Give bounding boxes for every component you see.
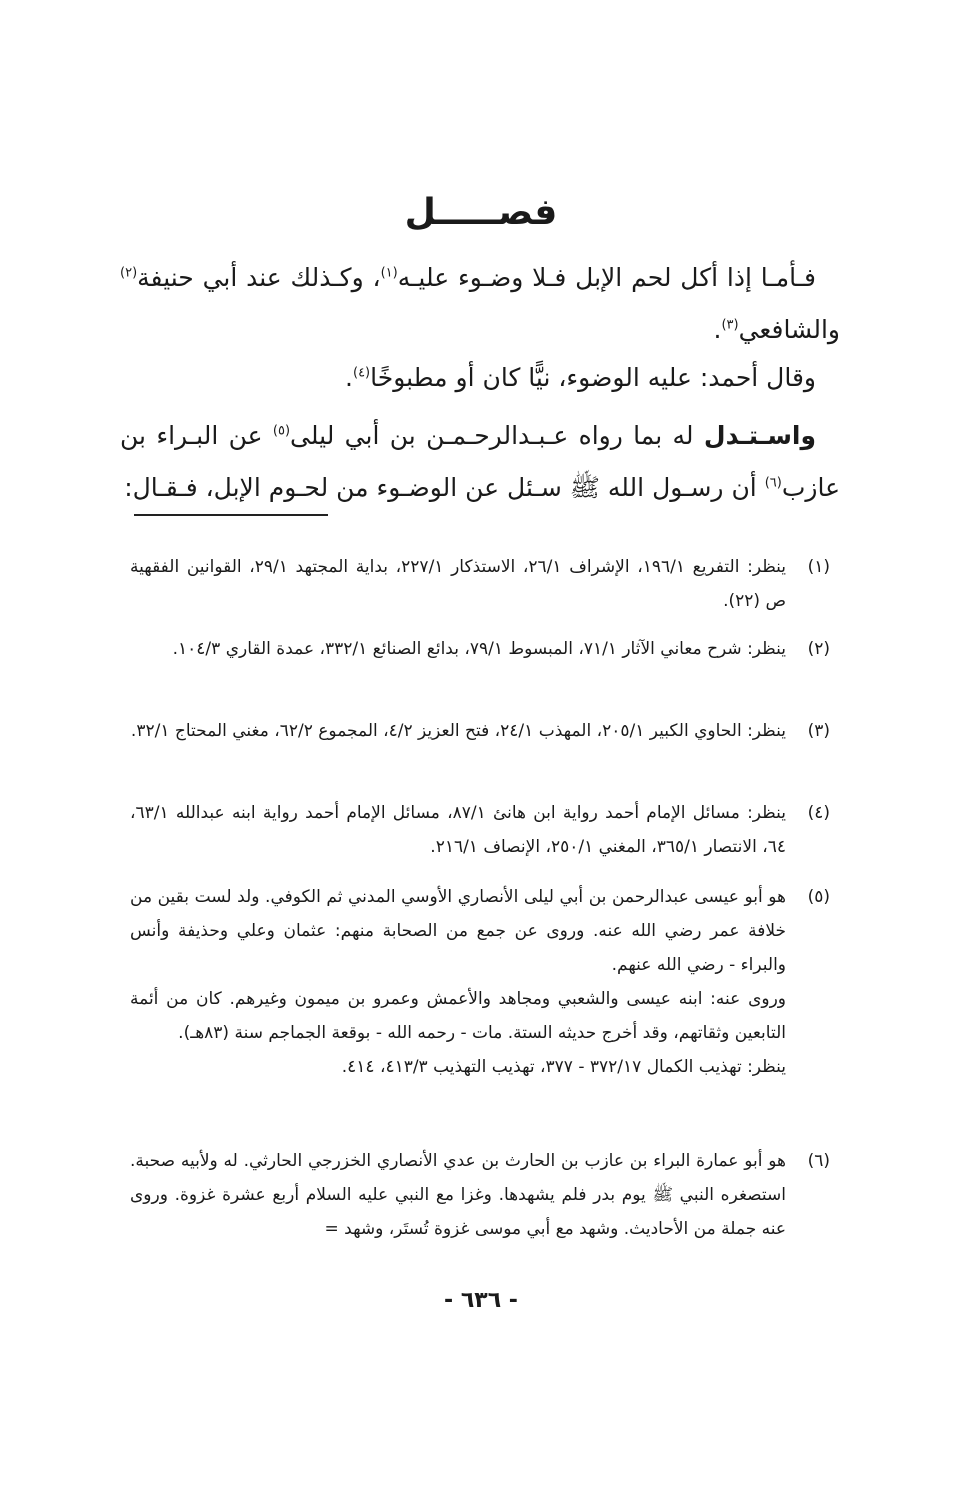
footnote-5-sources: ينظر: تهذيب الكمال ٣٧٢/١٧ - ٣٧٧، تهذيب التهذيب ٤١٣/٣، ٤١٤. — [341, 1057, 786, 1077]
footnote-divider — [134, 514, 328, 516]
main-text-2 — [120, 352, 840, 404]
footnote-1 — [130, 550, 830, 618]
footnote-ref[interactable]: (٥) — [272, 423, 291, 439]
footnote-text: ينظر: التفريع ١٩٦/١، الإشراف ٢٦/١، الاستذكار ٢٢٧/١، بداية المجتهد ٢٩/١، القوانين الفقهية ص (٢٢). — [130, 557, 787, 611]
footnote-3 — [130, 714, 830, 748]
footnote-ref[interactable]: (٤) — [352, 365, 371, 381]
footnote-text: ينظر: مسائل الإمام أحمد رواية ابن هانئ ٨٧/١، مسائل الإمام أحمد رواية ابنه عبدالله ٦٣/١، ٦٤، الانتصار ٣٦٥/١، المغني ٢٥٠/١، الإنصاف ٢١٦/١. — [130, 803, 786, 857]
paragraph-1: فـأمـا إذا أكل لحم الإبل فـلا وضـوء عليـه$^{(١)}$، وكـذلك عند أبي حنيفة$^{(٢)}$ والشافعي$^{(٣)}$. — [120, 263, 840, 344]
footnote-5-narrators: وروى عنه: ابنه عيسى والشعبي ومجاهد والأعمش وعمرو بن ميمون وغيرهم. كان من أئمة التابعين وثقاتهم، وقد أخرج حديثه الستة. مات - رحمه الله - بوقعة الجماجم سنة (٨٣هـ). — [130, 989, 786, 1043]
footnote-5 — [130, 880, 830, 1084]
footnote-number: (٢) — [807, 639, 830, 659]
footnote-number: (٥) — [807, 887, 830, 907]
footnote-ref[interactable]: (٣) — [721, 317, 739, 333]
footnote-text: هو أبو عمارة البراء بن عازب بن الحارث بن عدي الأنصاري الخزرجي الحارثي. له ولأبيه صحبة. استصغره النبي ﷺ يوم بدر فلم يشهدها. وغزا مع النبي عليه السلام أربع عشرة غزوة. وروى عنه جملة من الأحاديث. وشهد مع أبي موسى غزوة تُستَر، وشهد = — [130, 1151, 786, 1239]
footnote-text: ينظر: شرح معاني الآثار ٧١/١، المبسوط ٧٩/١، بدائع الصنائع ٣٣٢/١، عمدة القاري ١٠٤/٣. — [172, 639, 786, 659]
footnote-number: (٦) — [807, 1151, 830, 1171]
paragraph-3: واسـتـدل له بما رواه عـبـدالرحـمـن بن أبي ليلى$^{(٥)}$ عن البـراء بن عازب$^{(٦)}$ أن رسـول الله ﷺ سـئل عن الوضـوء من لحـوم الإبل، فـقـال: — [120, 421, 840, 502]
footnote-4 — [130, 796, 830, 864]
footnote-text — [130, 880, 786, 1084]
footnote-ref[interactable]: (٦) — [764, 475, 782, 491]
footnote-2 — [130, 632, 830, 666]
paragraph-2: وقال أحمد: عليه الوضوء، نيًّا كان أو مطبوخًا$^{(٤)}$. — [345, 363, 816, 392]
footnote-5-bio: هو أبو عيسى عبدالرحمن بن أبي ليلى الأنصاري الأوسي المدني ثم الكوفي. ولد لست بقين من خلافة عمر رضي الله عنه. وروى عن جمع من الصحابة منهم: عثمان وعلي وحذيفة وأنس والبراء - رضي الله عنهم. — [130, 887, 786, 975]
footnote-ref[interactable]: (٢) — [120, 265, 138, 281]
page-number: - ٦٣٦ - — [444, 1288, 518, 1313]
footnote-number: (٣) — [807, 721, 830, 741]
footnote-text: ينظر: الحاوي الكبير ٢٠٥/١، المهذب ٢٤/١، فتح العزيز ٤/٢، المجموع ٦٢/٢، مغني المحتاج ٣٢/١. — [130, 721, 786, 741]
footnote-number: (٤) — [807, 803, 830, 823]
main-text — [120, 252, 840, 356]
main-text-3 — [120, 410, 840, 514]
footnote-6 — [130, 1144, 830, 1246]
section-heading: فصـــــل — [404, 192, 558, 233]
footnote-ref[interactable]: (١) — [380, 265, 398, 281]
footnote-number: (١) — [807, 557, 830, 577]
